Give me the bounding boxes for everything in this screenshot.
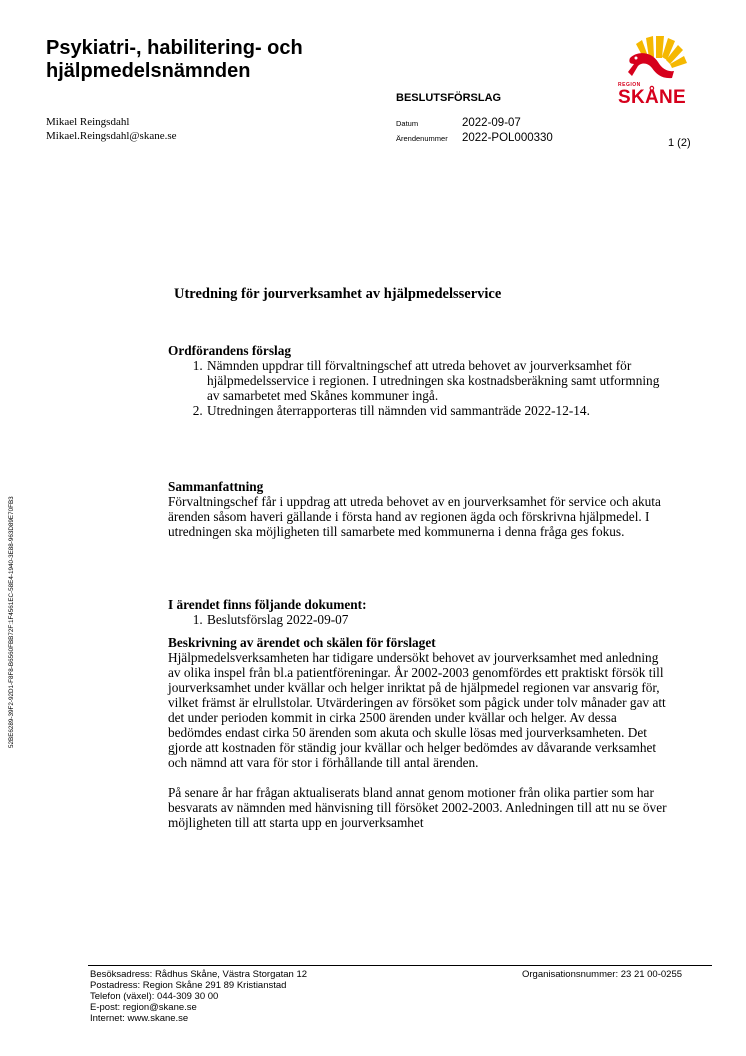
summary-text: Förvaltningschef får i uppdrag att utreda behovet av en jourverksamhet för service och akuta ärenden såsom haveri gällande i första hand av regionen ägda och förskrivna hjälpmedel. I utredningen ska möjligheten till samarbete med kommunerna i denna fråga ges fokus. [168,494,661,539]
documents-heading: I ärendet finns följande dokument: [168,597,367,612]
document-meta [396,117,553,147]
summary-section [168,479,668,539]
description-paragraph: På senare år har frågan aktualiserats bland annat genom motioner från olika partier som har besvarats av nämnden med hänvisning till försöket 2002-2003. Anledningen till att nu se över möjligheten till att starta upp en jourverksamhet [168,785,667,830]
description-paragraph: Hjälpmedelsverksamheten har tidigare undersökt behovet av jourverksamhet med anledning av olika inspel från bl.a patientföreningar. År 2002-2003 genomfördes ett praktiskt försök till jourverksamhet under kvällar och helger inriktat på de hjälpmedel regionen var ansvarig för, vilket främst är elrullstolar. Utvärderingen av försöket som pågick under tolv månader gav att det under perioden kommit in cirka 2500 ärenden under kvällar och helger. Av dessa bedömdes endast cirka 50 ärenden som akuta och skulle lösas med jourverksamheten. Det gjorde att kostnaden för ständig jour kvällar och helger bedömdes av dåvarande verksamhet och nämnd att vara för stor i förhållande till antal ärenden. [168,650,666,770]
footer-phone: Telefon (växel): 044-309 30 00 [90,991,219,1002]
date-row [396,117,553,132]
author-email: Mikael.Reingsdahl@skane.se [46,130,177,142]
proposal-list [168,358,668,418]
proposal-section [168,343,668,418]
page-number: 1 (2) [668,137,691,149]
author-name: Mikael Reingsdahl [46,116,130,128]
summary-heading: Sammanfattning [168,479,264,494]
document-id-vertical [3,408,17,748]
document-id-text: 52BE6289-39F2-92D1-F8F8-B6560FBB72F:1F4561EC-58E4-1940-3E88-963D89E70FB3 [8,496,15,748]
committee-name: Psykiatri-, habilitering- och hjälpmedelsnämnden [46,37,303,82]
document-type: BESLUTSFÖRSLAG [396,92,502,104]
logo-region-label: REGION [618,82,641,88]
footer-contact [90,969,307,1024]
proposal-heading: Ordförandens förslag [168,343,291,358]
case-number-value: 2022-POL000330 [462,132,553,144]
date-value: 2022-09-07 [462,117,521,129]
description-heading: Beskrivning av ärendet och skälen för förslaget [168,635,436,650]
list-item: 2. Utredningen återrapporteras till nämnden vid sammanträde 2022-12-14. [206,403,668,418]
author-block [46,115,177,143]
logo-skane-label: SKÅNE [618,87,687,108]
footer-org-number: Organisationsnummer: 23 21 00-0255 [522,969,683,980]
footer-website: Internet: www.skane.se [90,1013,189,1024]
case-number-label: Ärendenummer [396,134,448,143]
description-section [168,635,668,830]
footer-postal-address: Postadress: Region Skåne 291 89 Kristianstad [90,980,287,991]
date-label: Datum [396,119,419,128]
list-item: 1. Nämnden uppdrar till förvaltningschef att utreda behovet av jourverksamhet för hjälpmedelsservice i regionen. I utredningen ska kostnadsberäkning samt utformning av samarbetet med Skånes kommuner ingå. [206,358,668,403]
documents-list [168,612,668,627]
logo-text [618,82,698,107]
list-item: 1. Beslutsförslag 2022-09-07 [206,612,668,627]
documents-section [168,597,668,627]
footer-divider [88,965,712,966]
case-row [396,132,553,147]
document-title: Utredning för jourverksamhet av hjälpmedelsservice [174,286,502,302]
footer-visit-address: Besöksadress: Rådhus Skåne, Västra Storgatan 12 [90,969,308,980]
footer-email: E-post: region@skane.se [90,1002,197,1013]
